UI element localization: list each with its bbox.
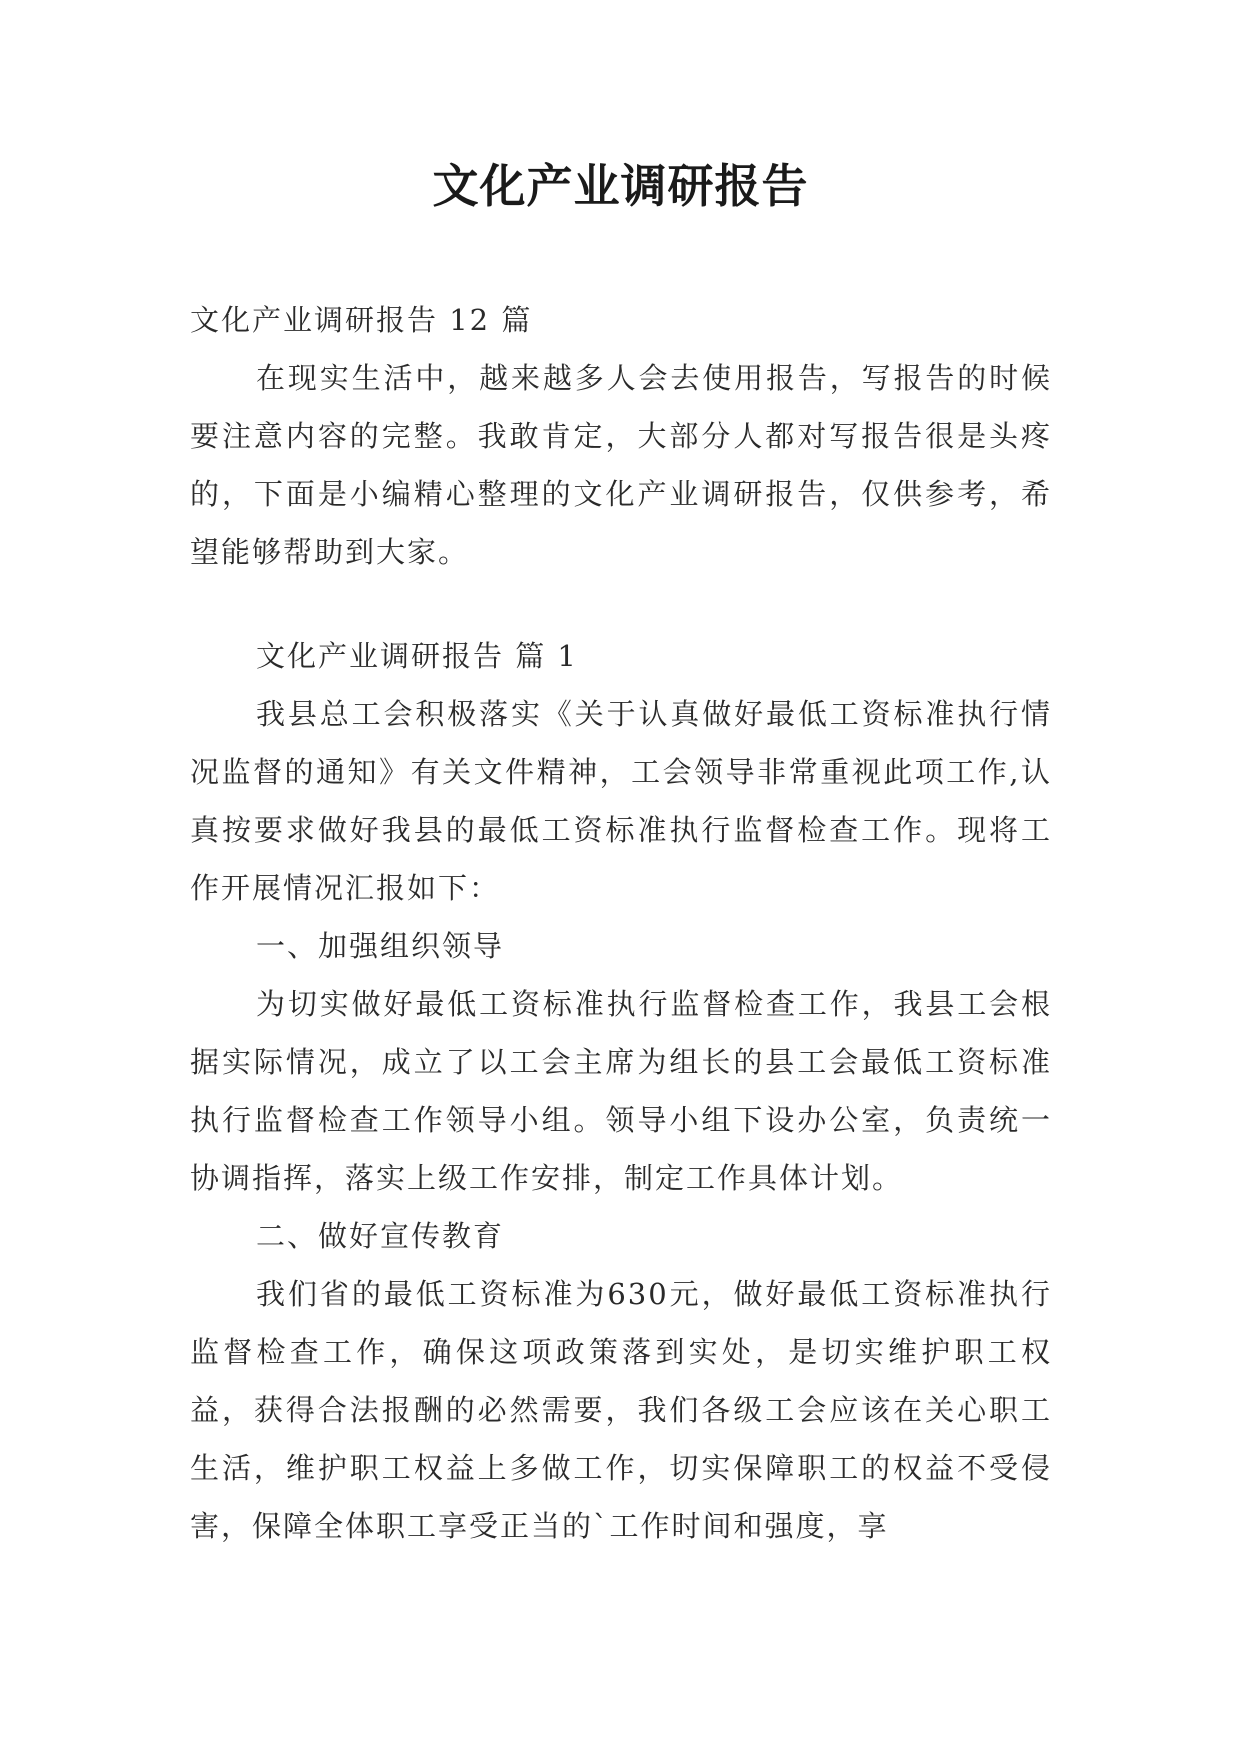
section-heading: 文化产业调研报告 篇 1 xyxy=(256,639,578,673)
document-title: 文化产业调研报告 xyxy=(432,159,809,213)
paragraph-1: 我县总工会积极落实《关于认真做好最低工资标准执行情况监督的通知》有关文件精神，工会领导非常重视此项工作,认真按要求做好我县的最低工资标准执行监督检查工作。现将工作开展情况汇报如下： xyxy=(190,697,1052,905)
document-subtitle: 文化产业调研报告 12 篇 xyxy=(190,303,533,337)
paragraph-2: 为切实做好最低工资标准执行监督检查工作，我县工会根据实际情况，成立了以工会主席为组长的县工会最低工资标准执行监督检查工作领导小组。领导小组下设办公室，负责统一协调指挥，落实上级工作安排，制定工作具体计划。 xyxy=(190,987,1052,1195)
heading-1: 一、加强组织领导 xyxy=(256,929,505,963)
heading-2: 二、做好宣传教育 xyxy=(256,1219,505,1253)
intro-paragraph: 在现实生活中，越来越多人会去使用报告，写报告的时候要注意内容的完整。我敢肯定，大部分人都对写报告很是头疼的，下面是小编精心整理的文化产业调研报告，仅供参考，希望能够帮助到大家。 xyxy=(190,361,1052,569)
document-body xyxy=(190,291,1052,1555)
paragraph-3: 我们省的最低工资标准为630元，做好最低工资标准执行监督检查工作，确保这项政策落到实处，是切实维护职工权益，获得合法报酬的必然需要，我们各级工会应该在关心职工生活，维护职工权益上多做工作，切实保障职工的权益不受侵害，保障全体职工享受正当的`工作时间和强度，享 xyxy=(190,1277,1052,1543)
